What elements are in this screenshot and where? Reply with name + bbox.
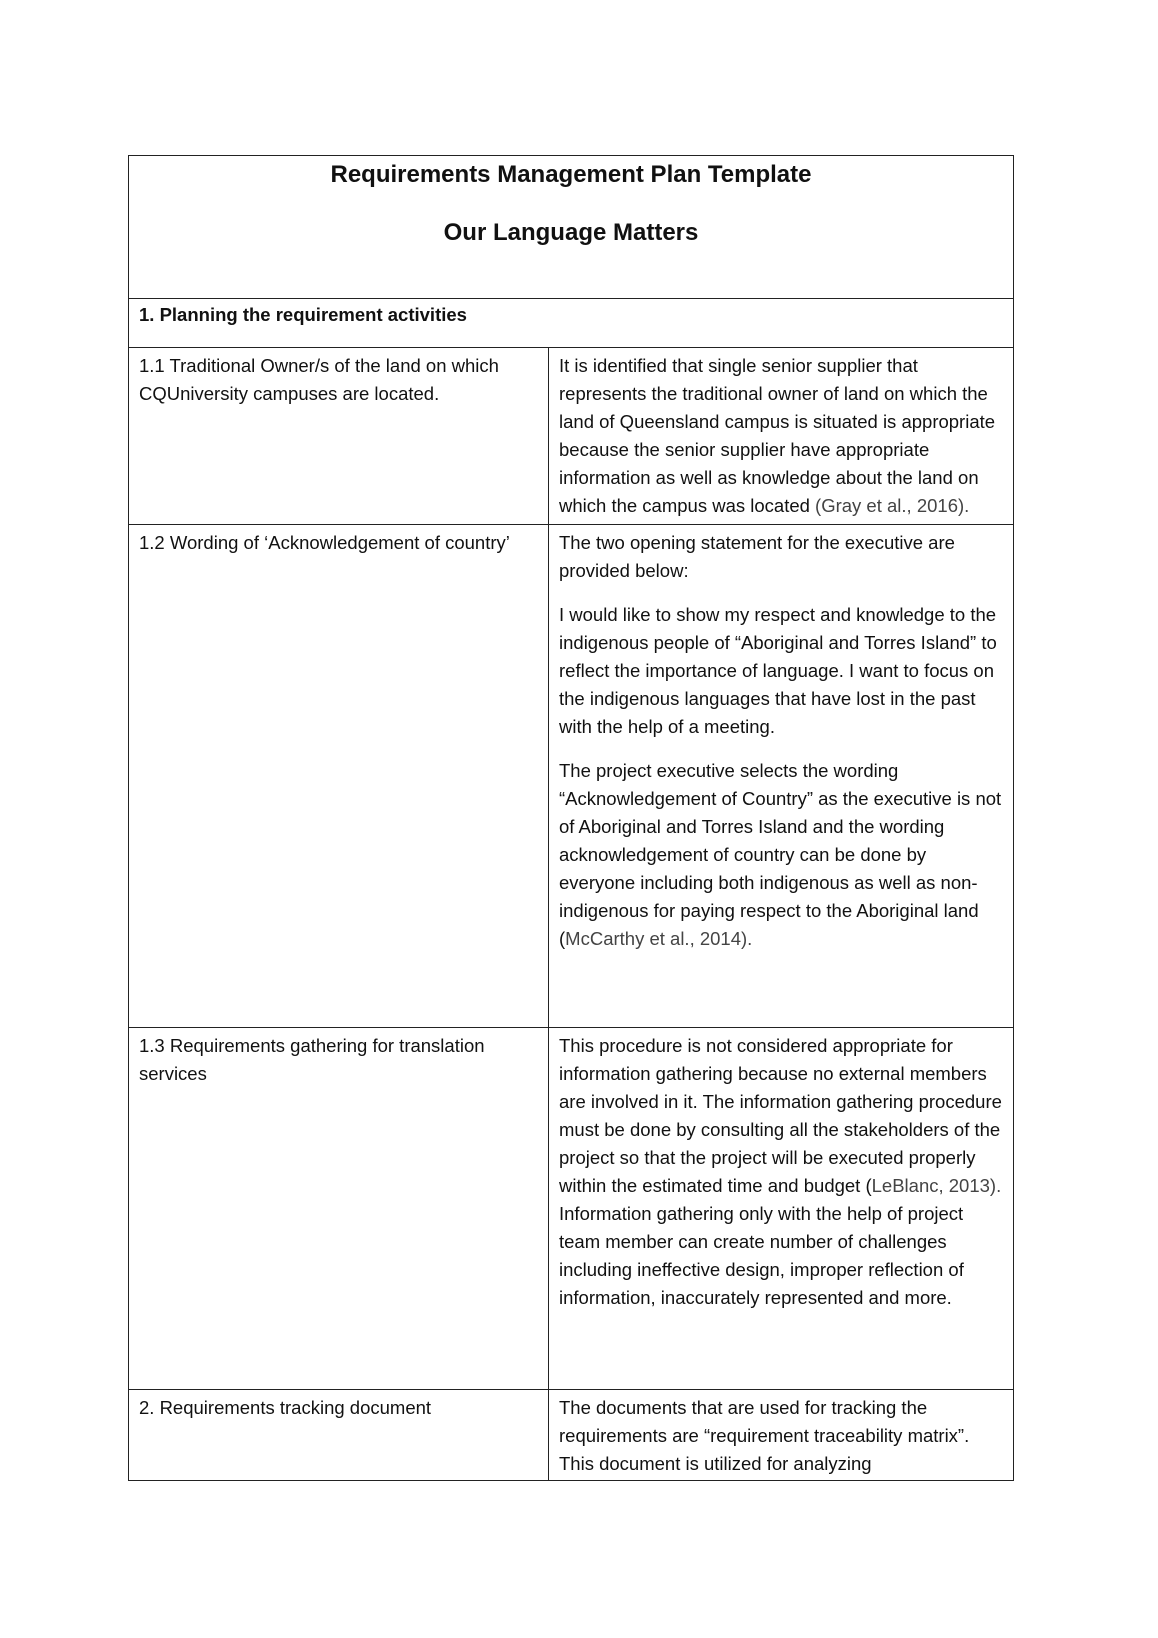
paragraph-text: The project executive selects the wording “Acknowledgement of Country” as the executive is not of Aboriginal and Torres Island and the wording acknowledgement of country can be done by everyone including both indigenous as well as non-indigenous for paying respect to the Aboriginal land ( [559,760,1002,949]
citation: (Gray et al., 2016). [815,495,970,516]
row-label: 1.2 Wording of ‘Acknowledgement of country’ [129,525,549,1028]
section-row [129,299,1014,348]
content-paragraph: This procedure is not considered appropriate for information gathering because no external members are involved in it. The information gathering procedure [559,1035,1002,1112]
content-paragraph [559,1116,1003,1312]
requirements-plan-table [128,155,1014,1481]
title-row [129,156,1014,299]
table-row [129,1028,1014,1390]
content-paragraph: I would like to show my respect and knowledge to the indigenous people of “Aboriginal and Torres Island” to reflect the importance of language. I want to focus on the indigenous languages that have lost in the past with the help of a meeting. [559,604,997,737]
citation: LeBlanc, 2013). [871,1175,1002,1196]
row-label: 1.1 Traditional Owner/s of the land on which CQUniversity campuses are located. [129,348,549,525]
table-row [129,348,1014,525]
row-content [549,1028,1014,1390]
row-label: 2. Requirements tracking document [129,1390,549,1481]
paragraph-text: It is identified that single senior supplier that represents the traditional owner of land on which the land of Queensland campus is situated is appropriate because the senior supplier have appropriate information as well as knowledge about the land on which the campus was located [559,355,996,516]
content-paragraph [559,757,1003,953]
section-heading: 1. Planning the requirement activities [129,299,1014,348]
paragraph-text: must be done by consulting all the stakeholders of the project so that the project will be executed properly within the estimated time and budget ( [559,1119,1001,1196]
row-content [549,525,1014,1028]
row-content [549,1390,1014,1481]
content-paragraph [559,352,1003,520]
paragraph-text: Information gathering only with the help of project team member can create number of challenges including ineffective design, improper reflection of information, inaccurately represented and more. [559,1203,964,1308]
document-subtitle: Our Language Matters [443,219,699,246]
content-paragraph: The documents that are used for tracking the requirements are “requirement traceability matrix”. This document is utilized for analyzing [559,1397,970,1474]
row-content [549,348,1014,525]
document-title: Requirements Management Plan Template [330,161,812,188]
table-row [129,525,1014,1028]
title-cell [129,156,1014,299]
table-row [129,1390,1014,1481]
row-label: 1.3 Requirements gathering for translation services [129,1028,549,1390]
citation: McCarthy et al., 2014). [565,928,753,949]
content-paragraph: The two opening statement for the executive are provided below: [559,532,955,581]
